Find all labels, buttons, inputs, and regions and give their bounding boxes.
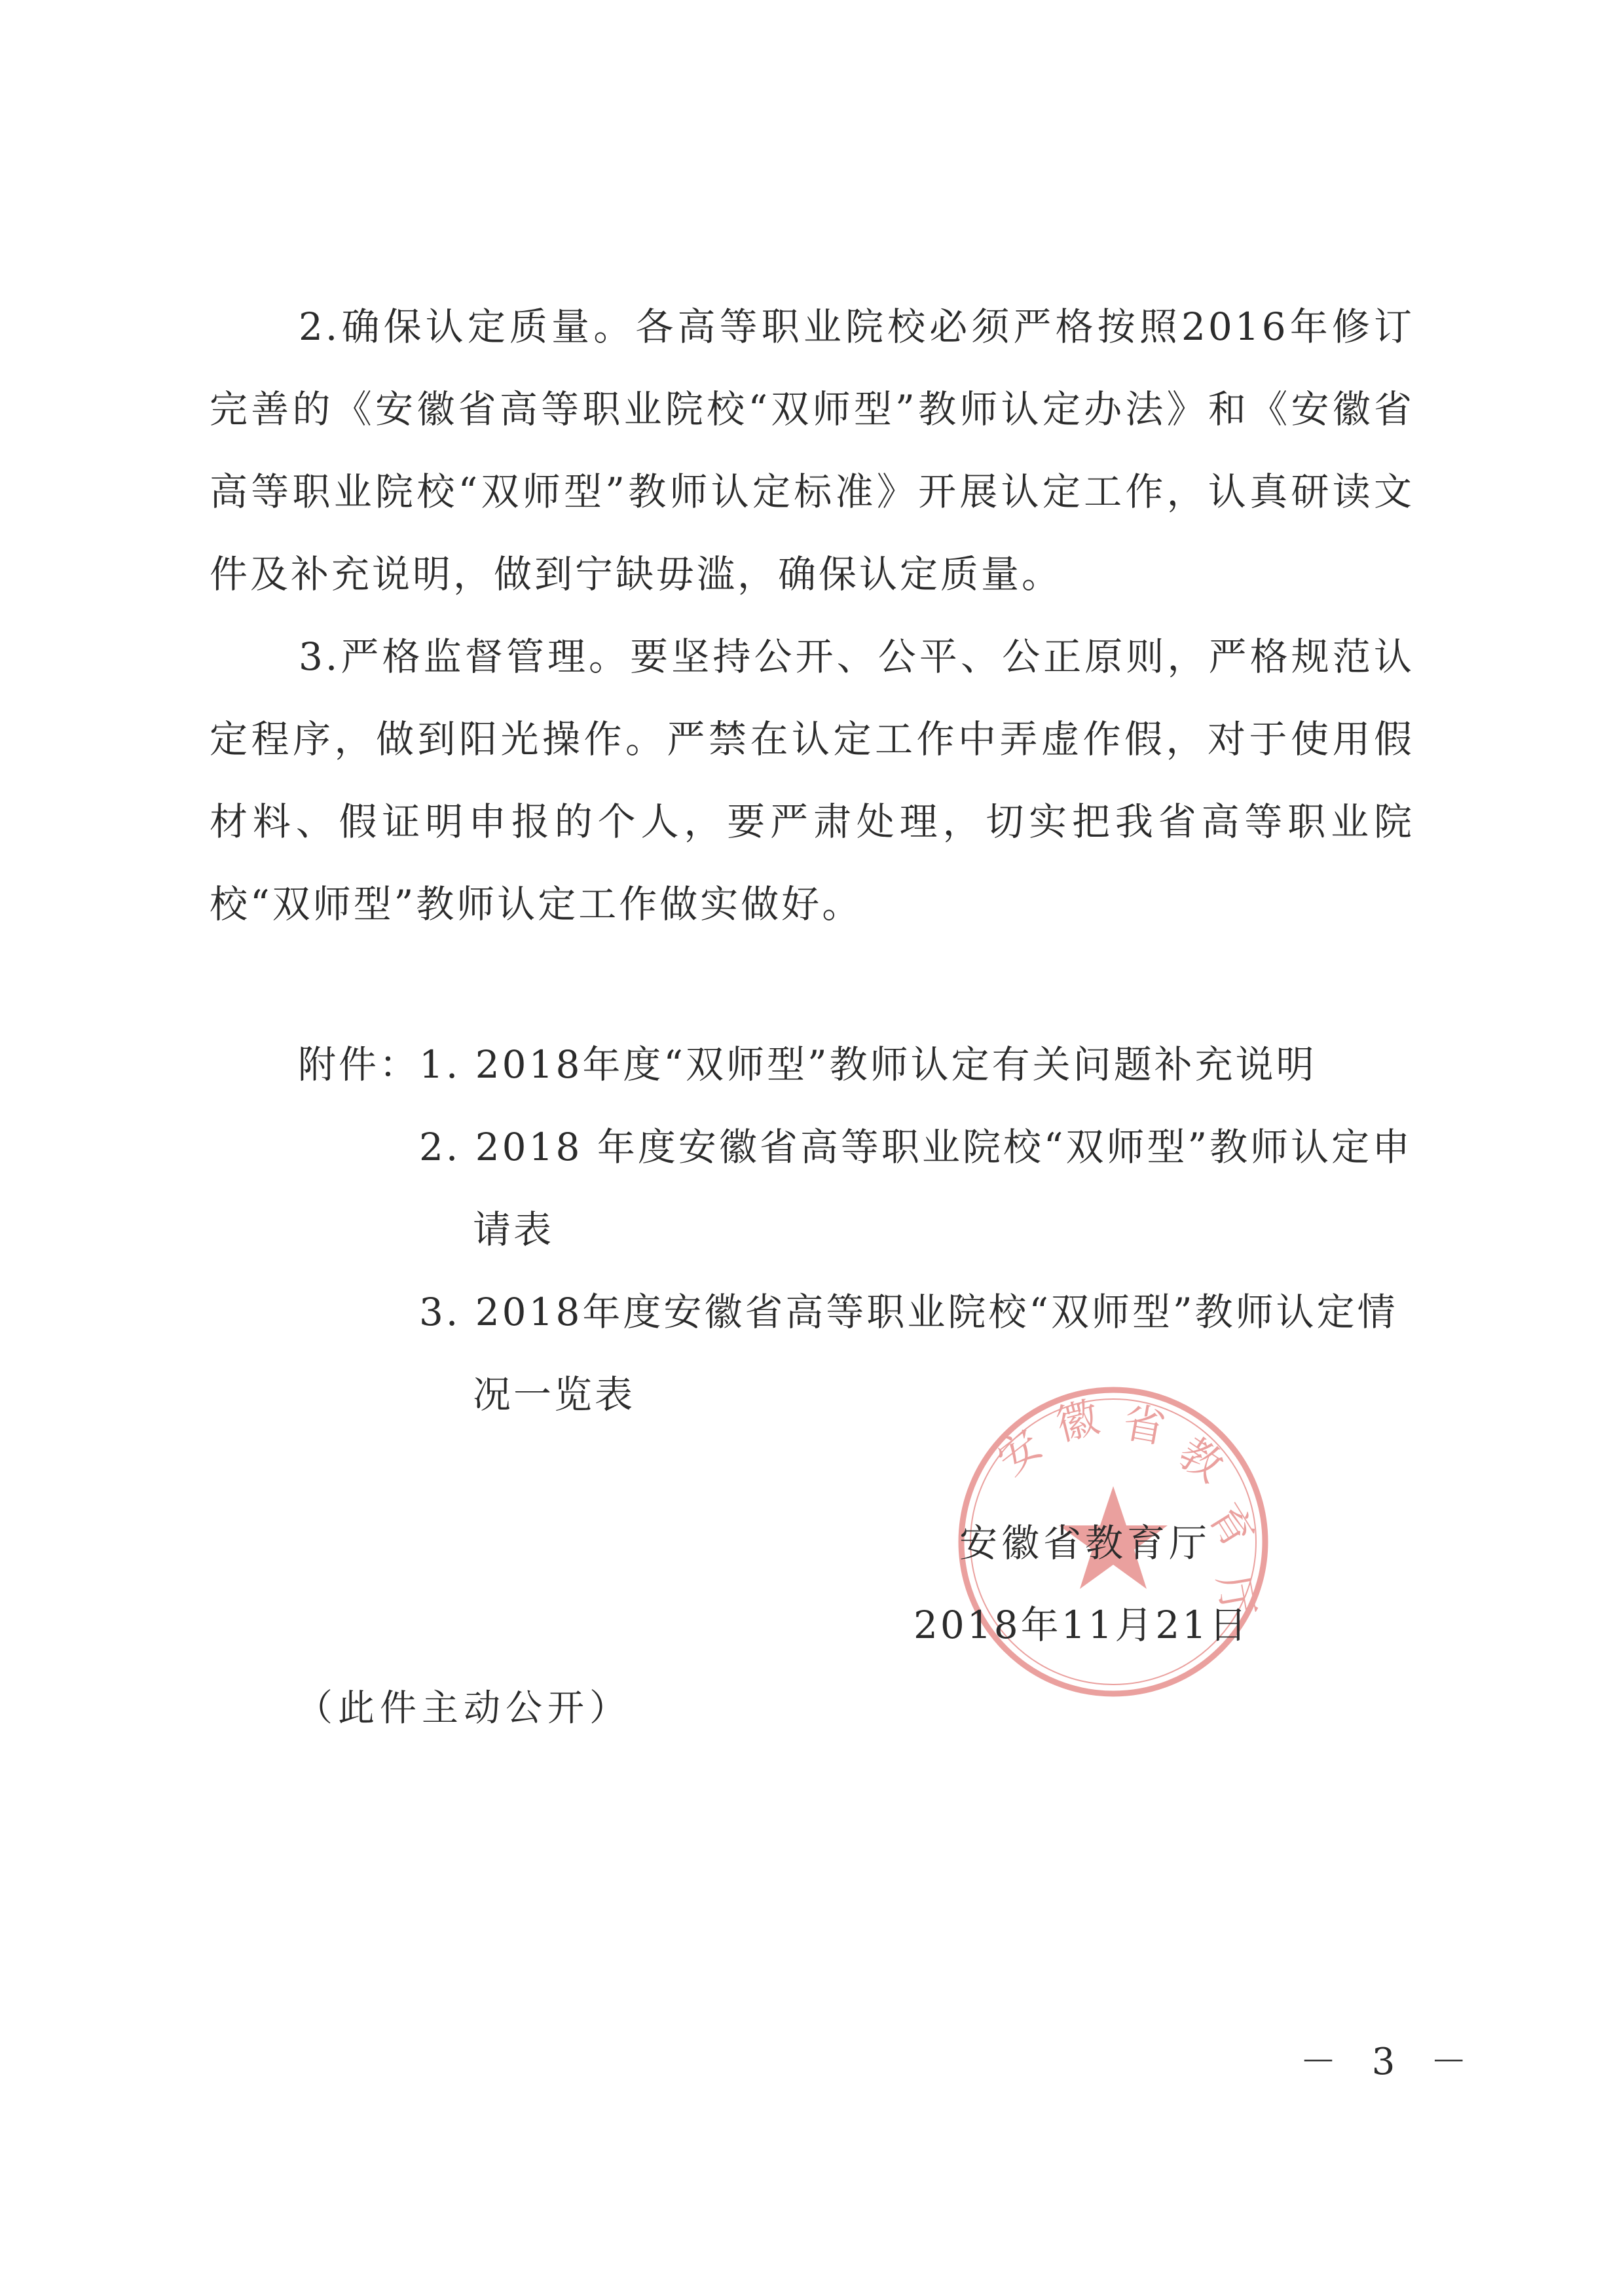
- svg-text:教: 教: [1170, 1428, 1232, 1493]
- attachment-item: 3. 2018年度安徽省高等职业院校“双师型”教师认定情况一览表: [419, 1290, 1398, 1417]
- svg-text:安: 安: [988, 1420, 1052, 1485]
- attachment-row: [298, 1106, 1418, 1271]
- attachments-list: [298, 1023, 1418, 1436]
- attachment-item: 1. 2018年度“双师型”教师认定有关问题补充说明: [419, 1042, 1317, 1087]
- disclosure-note: （此件主动公开）: [296, 1687, 631, 1730]
- svg-text:厅: 厅: [1208, 1571, 1263, 1621]
- attachments-label: 附件：: [298, 1042, 420, 1087]
- page-number: － 3 －: [1300, 2041, 1479, 2083]
- attachment-item: 2. 2018 年度安徽省高等职业院校“双师型”教师认定申请表: [419, 1125, 1413, 1252]
- issue-date: 2018年11月21日: [913, 1603, 1250, 1647]
- svg-text:省: 省: [1119, 1398, 1170, 1453]
- body-paragraph: [210, 615, 1414, 945]
- paragraph-ensure-quality: 2.确保认定质量。各高等职业院校必须严格按照2016年修订完善的《安徽省高等职业院校“双师型”教师认定办法》和《安徽省高等职业院校“双师型”教师认定标准》开展认定工作，认真研读文件及补充说明，做到宁缺毋滥，确保认定质量。: [210, 304, 1414, 596]
- attachment-row: [298, 1023, 1418, 1106]
- paragraph-strict-supervision: 3.严格监督管理。要坚持公开、公平、公正原则，严格规范认定程序，做到阳光操作。严禁在认定工作中弄虚作假，对于使用假材料、假证明申报的个人，要严肃处理，切实把我省高等职业院校“双师型”教师认定工作做实做好。: [210, 634, 1414, 926]
- issuing-authority: 安徽省教育厅: [959, 1521, 1211, 1565]
- svg-text:育: 育: [1199, 1495, 1263, 1557]
- svg-text:徽: 徽: [1051, 1393, 1104, 1451]
- body-paragraph: [210, 285, 1414, 615]
